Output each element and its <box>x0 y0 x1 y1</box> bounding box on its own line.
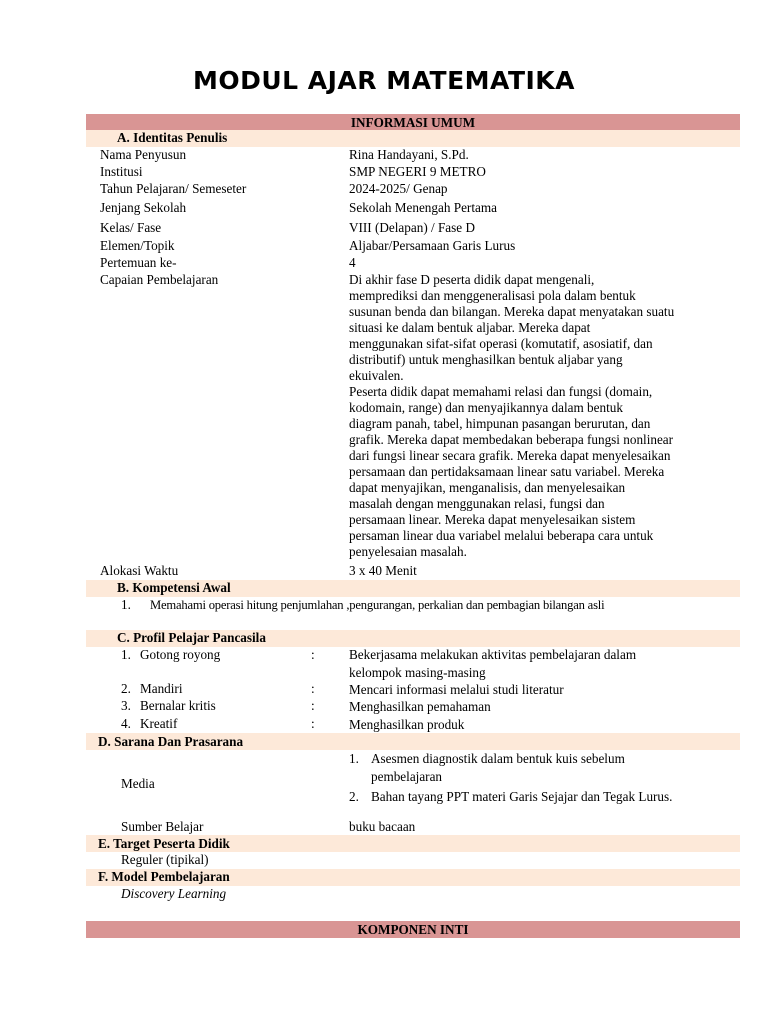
section-header-informasi-umum: INFORMASI UMUM <box>350 115 476 130</box>
label-institusi: Institusi <box>100 164 143 179</box>
capaian-line: persaman linear dua variabel melalui beberapa cara untuk <box>349 528 654 543</box>
label-media: Media <box>121 776 155 791</box>
capaian-line: ekuivalen. <box>349 368 404 383</box>
value-elemen-topik: Aljabar/Persamaan Garis Lurus <box>349 238 516 253</box>
profil-colon: : <box>311 716 315 731</box>
profil-item-label: Bernalar kritis <box>140 698 216 713</box>
value-alokasi-waktu: 3 x 40 Menit <box>349 563 417 578</box>
capaian-line: Peserta didik dapat memahami relasi dan fungsi (domain, <box>349 384 653 399</box>
profil-item-desc: Bekerjasama melakukan aktivitas pembelajaran dalam <box>349 647 637 662</box>
media-item-number: 1. <box>349 751 359 766</box>
value-institusi: SMP NEGERI 9 METRO <box>349 164 486 179</box>
value-pertemuan: 4 <box>349 255 356 270</box>
capaian-line: penyelesaian masalah. <box>349 544 467 559</box>
profil-colon: : <box>311 698 315 713</box>
value-jenjang-sekolah: Sekolah Menengah Pertama <box>349 200 497 215</box>
label-nama-penyusun: Nama Penyusun <box>100 147 187 162</box>
profil-item-desc: Menghasilkan pemahaman <box>349 699 491 714</box>
document-title: MODUL AJAR MATEMATIKA <box>192 66 576 95</box>
capaian-line: menggunakan sifat-sifat operasi (komutatif, asosiatif, dan <box>349 336 653 351</box>
section-header-komponen-inti: KOMPONEN INTI <box>357 922 469 937</box>
label-sumber-belajar: Sumber Belajar <box>121 819 204 834</box>
label-kelas-fase: Kelas/ Fase <box>100 220 162 235</box>
capaian-line: diagram panah, tabel, himpunan pasangan berurutan, dan <box>349 416 651 431</box>
media-item-text: Bahan tayang PPT materi Garis Sejajar dan Tegak Lurus. <box>371 789 673 804</box>
media-item-number: 2. <box>349 789 359 804</box>
value-kelas-fase: VIII (Delapan) / Fase D <box>349 220 475 235</box>
capaian-line: masalah dengan menggunakan relasi, fungsi dan <box>349 496 605 511</box>
heading-kompetensi-awal: B. Kompetensi Awal <box>117 580 231 595</box>
profil-item-number: 2. <box>121 681 131 696</box>
profil-colon: : <box>311 681 315 696</box>
capaian-line: memprediksi dan menggeneralisasi pola dalam bentuk <box>349 288 636 303</box>
capaian-line: persamaan dan pertidaksamaan linear satu variabel. Mereka <box>349 464 665 479</box>
profil-item-number: 4. <box>121 716 131 731</box>
media-item-text: pembelajaran <box>371 769 443 784</box>
profil-item-label: Mandiri <box>140 681 183 696</box>
capaian-line: susunan benda dan bilangan. Mereka dapat menyatakan suatu <box>349 304 675 319</box>
capaian-paragraph-1 <box>349 272 726 384</box>
label-tahun-pelajaran: Tahun Pelajaran/ Semeseter <box>100 181 247 196</box>
profil-colon: : <box>311 647 315 662</box>
capaian-line: kodomain, range) dan menyajikannya dalam bentuk <box>349 400 623 415</box>
capaian-paragraph-2 <box>349 384 726 560</box>
heading-target-peserta-didik: E. Target Peserta Didik <box>98 836 230 851</box>
profil-item-label: Gotong royong <box>140 647 221 662</box>
label-capaian-pembelajaran: Capaian Pembelajaran <box>100 272 219 287</box>
heading-identitas-penulis: A. Identitas Penulis <box>117 130 228 145</box>
heading-profil-pelajar-pancasila: C. Profil Pelajar Pancasila <box>117 630 266 645</box>
capaian-line: grafik. Mereka dapat membedakan beberapa fungsi nonlinear <box>349 432 674 447</box>
capaian-line: situasi ke dalam bentuk aljabar. Mereka dapat <box>349 320 591 335</box>
profil-item-desc: Menghasilkan produk <box>349 717 465 732</box>
profil-item-number: 3. <box>121 698 131 713</box>
profil-item-number: 1. <box>121 647 131 662</box>
value-tahun-pelajaran: 2024-2025/ Genap <box>349 181 448 196</box>
kompetensi-item-text: Memahami operasi hitung penjumlahan ,pengurangan, perkalian dan pembagian bilangan asli <box>150 598 605 612</box>
kompetensi-item-number: 1. <box>121 597 131 612</box>
label-elemen-topik: Elemen/Topik <box>100 238 175 253</box>
profil-item-desc: Mencari informasi melalui studi literatur <box>349 682 564 697</box>
profil-item-label: Kreatif <box>140 716 178 731</box>
capaian-line: persamaan linear. Mereka dapat menyelesaikan sistem <box>349 512 636 527</box>
value-capaian-pembelajaran <box>349 272 726 560</box>
profil-item-desc: kelompok masing-masing <box>349 665 486 680</box>
capaian-line: dari fungsi linear secara grafik. Mereka dapat menyelesaikan <box>349 448 671 463</box>
label-jenjang-sekolah: Jenjang Sekolah <box>100 200 187 215</box>
label-pertemuan: Pertemuan ke- <box>100 255 177 270</box>
value-model-pembelajaran: Discovery Learning <box>121 886 227 901</box>
capaian-line: dapat menyajikan, menganalisis, dan menyelesaikan <box>349 480 626 495</box>
capaian-line: distributif) untuk menghasilkan bentuk aljabar yang <box>349 352 623 367</box>
value-target-peserta-didik: Reguler (tipikal) <box>121 852 209 867</box>
capaian-line: Di akhir fase D peserta didik dapat mengenali, <box>349 272 595 287</box>
heading-model-pembelajaran: F. Model Pembelajaran <box>98 869 230 884</box>
heading-sarana-prasarana: D. Sarana Dan Prasarana <box>98 734 244 749</box>
value-nama-penyusun: Rina Handayani, S.Pd. <box>349 147 469 162</box>
media-item-text: Asesmen diagnostik dalam bentuk kuis sebelum <box>371 751 625 766</box>
value-sumber-belajar: buku bacaan <box>349 819 416 834</box>
label-alokasi-waktu: Alokasi Waktu <box>100 563 179 578</box>
